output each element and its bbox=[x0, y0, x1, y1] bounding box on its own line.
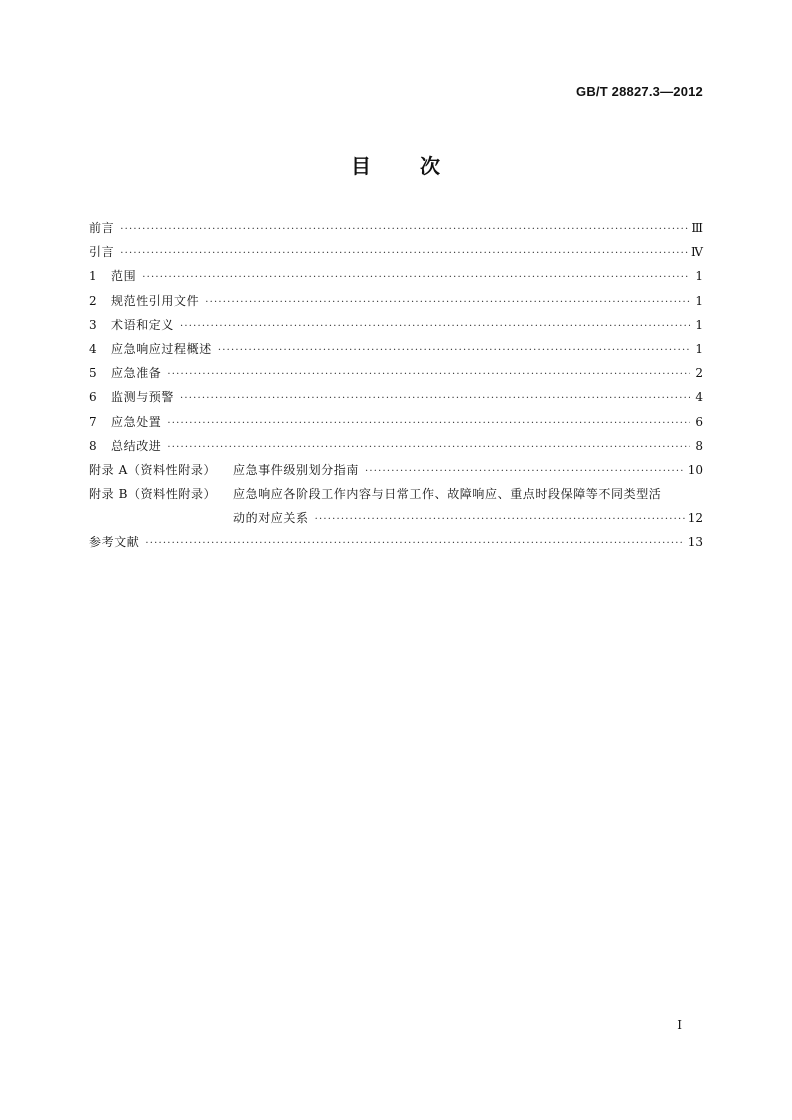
toc-entry-label: 范围 bbox=[111, 269, 137, 284]
toc-leader-dots bbox=[120, 218, 688, 242]
toc-entry-6[interactable] bbox=[89, 385, 703, 409]
toc-entry-label: 参考文献 bbox=[89, 535, 140, 550]
toc-entry-8[interactable] bbox=[89, 434, 703, 458]
toc-entry-5[interactable] bbox=[89, 361, 703, 385]
toc-entry-label: 应急事件级别划分指南 bbox=[233, 462, 360, 477]
toc-leader-dots bbox=[315, 508, 685, 532]
toc-leader-dots bbox=[145, 532, 684, 556]
toc-entry-number: 6 bbox=[89, 390, 97, 405]
toc-leader-dots bbox=[205, 291, 690, 315]
toc-entry-page: 4 bbox=[695, 390, 703, 405]
toc-entry-page: 1 bbox=[695, 341, 703, 356]
toc-entry-page: 1 bbox=[695, 317, 703, 332]
toc-entry-label: 动的对应关系 bbox=[233, 511, 309, 526]
toc-entry-label: 引言 bbox=[89, 245, 115, 260]
toc-leader-dots bbox=[120, 242, 688, 266]
page-title: 目 次 bbox=[351, 154, 441, 178]
toc-entry-page: 1 bbox=[695, 269, 703, 284]
standard-code: GB/T 28827.3—2012 bbox=[576, 84, 703, 99]
toc-entry-3[interactable] bbox=[89, 313, 703, 337]
toc-leader-dots bbox=[167, 412, 690, 436]
toc-entry-appendix-b[interactable] bbox=[89, 482, 703, 506]
toc-entry-appendix-b-continued[interactable] bbox=[89, 506, 703, 530]
toc-entry-page: 12 bbox=[687, 511, 703, 526]
appendix-prefix: 附录 A（资料性附录） bbox=[89, 462, 217, 477]
toc-entry-label: 总结改进 bbox=[111, 438, 162, 453]
toc-leader-dots bbox=[365, 460, 685, 484]
toc-entry-4[interactable] bbox=[89, 337, 703, 361]
toc-entry-label: 监测与预警 bbox=[111, 390, 175, 405]
toc-entry-number: 5 bbox=[89, 366, 97, 381]
toc-entry-page: 1 bbox=[695, 293, 703, 308]
toc-leader-dots bbox=[167, 363, 690, 387]
toc-entry-number: 1 bbox=[89, 269, 97, 284]
toc-entry-number: 8 bbox=[89, 438, 97, 453]
toc-entry-label: 应急准备 bbox=[111, 366, 162, 381]
appendix-prefix: 附录 B（资料性附录） bbox=[89, 487, 217, 502]
toc-entry-page: Ⅲ bbox=[691, 221, 703, 235]
toc-entry-1[interactable] bbox=[89, 264, 703, 288]
toc-entry-number: 7 bbox=[89, 414, 97, 429]
toc-entry-7[interactable] bbox=[89, 410, 703, 434]
toc-entry-page: 6 bbox=[695, 414, 703, 429]
toc-entry-number: 2 bbox=[89, 293, 97, 308]
toc-entry-label: 术语和定义 bbox=[111, 317, 175, 332]
page-number: I bbox=[677, 1018, 682, 1032]
toc-entry-references[interactable] bbox=[89, 530, 703, 554]
toc-entry-number: 3 bbox=[89, 317, 97, 332]
toc-entry-label: 前言 bbox=[89, 221, 115, 235]
toc-entry-label: 应急处置 bbox=[111, 414, 162, 429]
toc-leader-dots bbox=[180, 315, 690, 339]
toc-entry-page: 10 bbox=[687, 462, 703, 477]
toc-entry-page: 2 bbox=[695, 366, 703, 381]
toc-entry-label: 应急响应各阶段工作内容与日常工作、故障响应、重点时段保障等不同类型活 bbox=[233, 487, 662, 502]
table-of-contents bbox=[89, 216, 703, 555]
toc-entry-label: 规范性引用文件 bbox=[111, 293, 200, 308]
toc-leader-dots bbox=[142, 266, 690, 290]
toc-entry-page: Ⅳ bbox=[691, 245, 703, 260]
toc-entry-introduction[interactable] bbox=[89, 240, 703, 264]
toc-entry-label: 应急响应过程概述 bbox=[111, 341, 212, 356]
toc-leader-dots bbox=[167, 436, 690, 460]
toc-entry-appendix-a[interactable] bbox=[89, 458, 703, 482]
toc-leader-dots bbox=[218, 339, 690, 363]
toc-entry-foreword[interactable] bbox=[89, 216, 703, 240]
toc-entry-2[interactable] bbox=[89, 289, 703, 313]
toc-entry-page: 13 bbox=[687, 535, 703, 550]
toc-entry-number: 4 bbox=[89, 341, 97, 356]
toc-leader-dots bbox=[180, 387, 690, 411]
toc-entry-page: 8 bbox=[695, 438, 703, 453]
